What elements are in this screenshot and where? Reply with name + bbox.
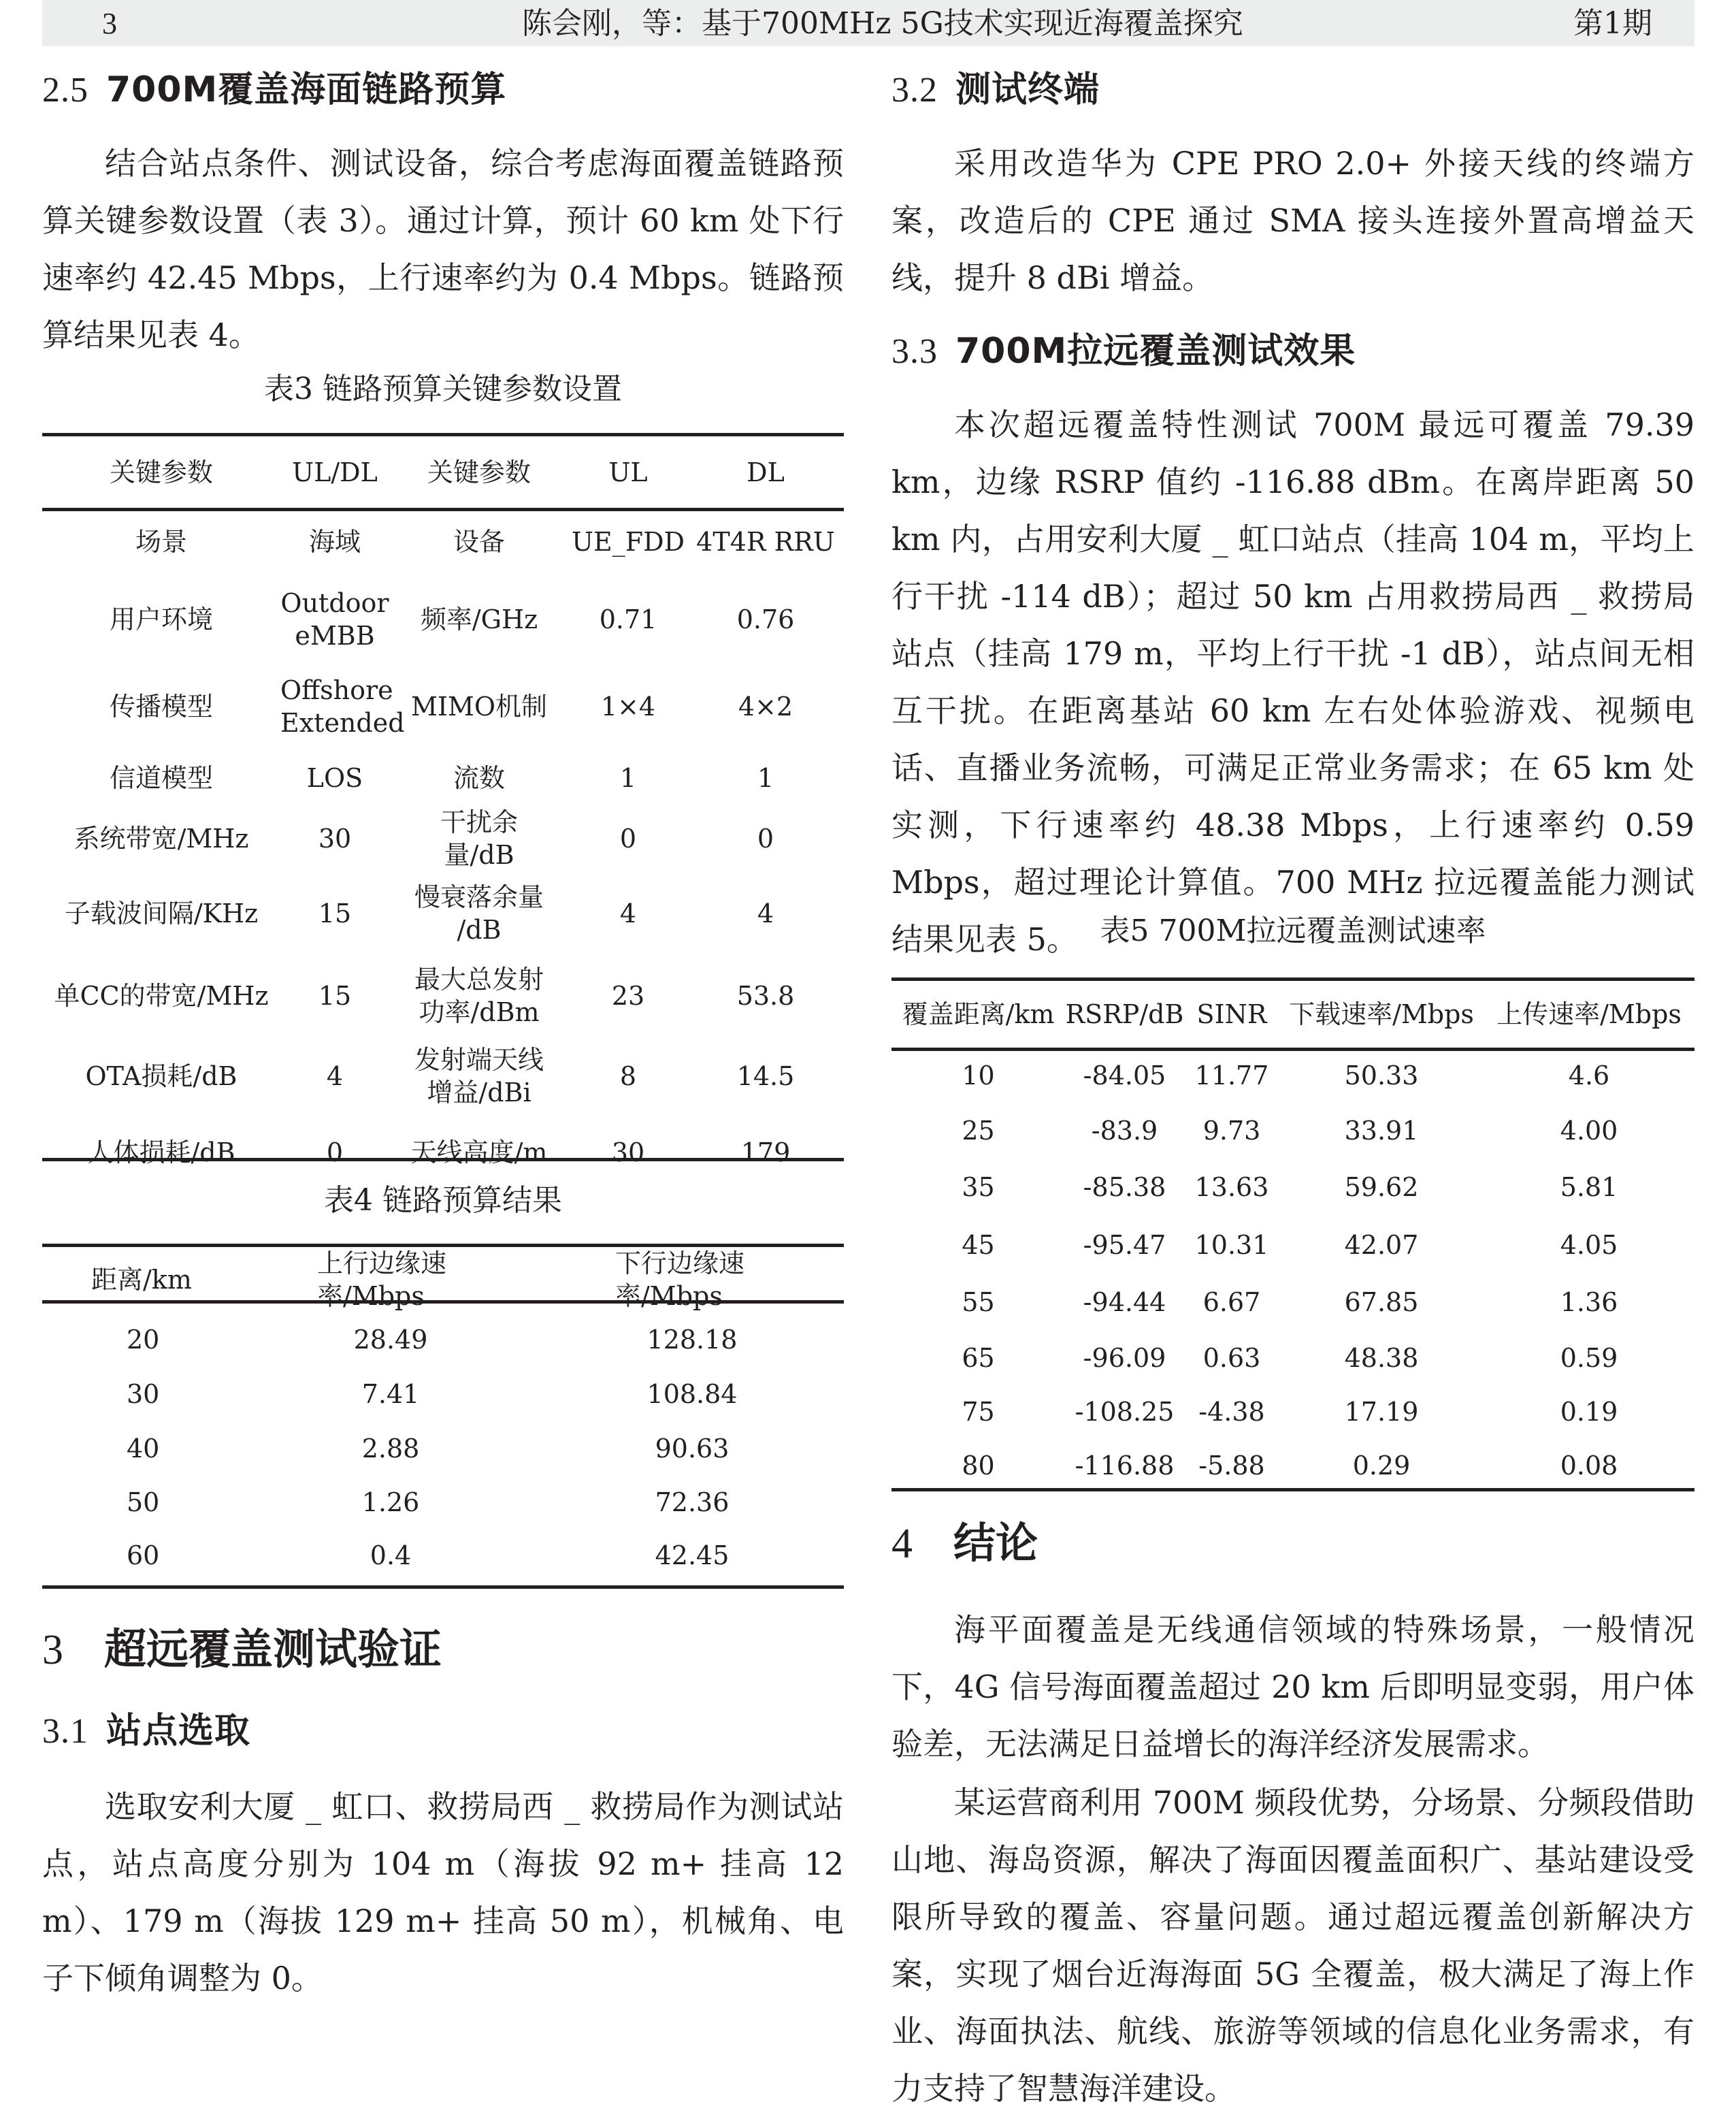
table-cell: 67.85	[1344, 1287, 1419, 1317]
table-cell: 单CC的带宽/MHz	[54, 981, 269, 1011]
table-header-row	[891, 981, 1694, 1048]
table-cell: 6.67	[1202, 1287, 1261, 1317]
table-row	[891, 1331, 1694, 1385]
table-cell: 系统带宽/MHz	[73, 824, 249, 854]
table-cell: 0.59	[1560, 1343, 1618, 1373]
column-header: 关键参数	[427, 457, 531, 487]
table-cell: 30	[611, 1137, 645, 1167]
table-cell: 4T4R RRU	[696, 527, 835, 557]
running-header	[42, 0, 1694, 46]
table-cell: UE_FDD	[571, 527, 685, 557]
column-header: 关键参数	[109, 457, 213, 487]
table-cell: 1.36	[1560, 1287, 1618, 1317]
table-cell: 50.33	[1344, 1061, 1419, 1090]
table-cell: 28.49	[353, 1324, 428, 1355]
table-cell: 4	[619, 899, 637, 928]
table-cell: 0.29	[1352, 1451, 1411, 1481]
table-cell: 30	[127, 1379, 160, 1409]
section-title: 超远覆盖测试验证	[104, 1624, 442, 1674]
table-cell: 50	[127, 1487, 160, 1517]
table-cell: -85.38	[1083, 1172, 1166, 1202]
table-cell: 频率/GHz	[420, 604, 538, 634]
paragraph-3-2	[891, 135, 1694, 306]
column-header: 下行边缘速率/Mbps	[615, 1248, 745, 1311]
table-cell: MIMO机制	[411, 692, 547, 722]
table-cell: 7.41	[361, 1379, 420, 1409]
table-row	[891, 1438, 1694, 1493]
table-row	[42, 750, 844, 806]
section-heading-2-5	[42, 69, 506, 111]
section-number: 3	[42, 1627, 63, 1673]
table-cell: Offshore Extended	[280, 675, 405, 738]
column-header: UL	[608, 457, 648, 487]
table-cell: 0	[757, 824, 774, 854]
table-cell: 33.91	[1344, 1116, 1419, 1146]
table-cell: 设备	[453, 527, 505, 557]
paragraph-text: 海平面覆盖是无线通信领域的特殊场景，一般情况下，4G 信号海面覆盖超过 20 km 后即明显变弱，用户体验差，无法满足日益增长的海洋经济发展需求。	[891, 1611, 1694, 1762]
table-row	[42, 871, 844, 956]
table-header-row	[42, 1247, 844, 1312]
paragraph-text: 结合站点条件、测试设备，综合考虑海面覆盖链路预算关键参数设置（表 3）。通过计算，预计 60 km 处下行速率约 42.45 Mbps，上行速率约为 0.4 Mbps。链路预算结果见表 4。	[42, 145, 844, 353]
section-number: 4	[891, 1521, 913, 1567]
section-heading-4	[891, 1519, 1038, 1568]
column-header: 上行边缘速率/Mbps	[317, 1248, 447, 1311]
table-cell: 55	[962, 1287, 995, 1317]
table-cell: -96.09	[1083, 1343, 1166, 1373]
table-cell: 慢衰落余量 /dB	[414, 882, 544, 945]
table-cell: 天线高度/m	[410, 1137, 548, 1167]
table-cell: 15	[318, 981, 352, 1011]
table-cell: 17.19	[1344, 1397, 1419, 1427]
table-cell: 场景	[135, 527, 187, 557]
table-cell: 30	[318, 824, 352, 854]
table-cell: 80	[962, 1451, 995, 1481]
table-row	[42, 956, 844, 1036]
table-cell: 179	[740, 1137, 791, 1167]
table-cell: 4	[326, 1061, 344, 1091]
table-cell: 10	[962, 1061, 995, 1090]
table3-caption: 表3 链路预算关键参数设置	[264, 372, 622, 406]
section-title: 测试终端	[955, 69, 1100, 110]
table-cell: 信道模型	[109, 763, 213, 793]
table-cell: 5.81	[1560, 1172, 1618, 1202]
table-row	[891, 1274, 1694, 1331]
table-cell: -84.05	[1083, 1061, 1166, 1090]
table-row	[42, 1036, 844, 1116]
table-cell: -116.88	[1075, 1451, 1175, 1481]
column-header: DL	[747, 457, 785, 487]
table-row	[891, 1216, 1694, 1274]
table-cell: 用户环境	[109, 604, 213, 634]
table-cell: 4.6	[1568, 1061, 1610, 1090]
table-row	[42, 1366, 844, 1422]
table-row	[891, 1048, 1694, 1103]
table-cell: 4	[757, 899, 774, 928]
section-heading-3-3	[891, 331, 1356, 372]
table-row	[42, 806, 844, 871]
page-number: 3	[102, 7, 117, 40]
table-cell: 45	[962, 1230, 995, 1260]
table-row	[42, 1312, 844, 1366]
table-cell: 1	[757, 763, 774, 793]
paragraph-text: 某运营商利用 700M 频段优势，分场景、分频段借助山地、海岛资源，解决了海面因覆盖面积广、基站建设受限所导致的覆盖、容量问题。通过超远覆盖创新解决方案，实现了烟台近海海面 5G 全覆盖，极大满足了海上作业、海面执法、航线、旅游等领域的信息化业务需求，有力支持了智慧海洋建设。	[891, 1784, 1694, 2107]
paragraph-2-5	[42, 135, 844, 363]
table-cell: 1.26	[361, 1487, 420, 1517]
section-title: 结论	[953, 1518, 1038, 1568]
table4-link-budget-results	[42, 1247, 844, 1582]
table5-caption: 表5 700M拉远覆盖测试速率	[1100, 914, 1486, 948]
column-header: 下载速率/Mbps	[1289, 999, 1474, 1029]
table-cell: -5.88	[1198, 1451, 1265, 1481]
table-cell: 53.8	[736, 981, 795, 1011]
table-cell: 流数	[453, 763, 505, 793]
table-cell: -83.9	[1091, 1116, 1158, 1146]
table-cell: 0.76	[736, 604, 795, 634]
table-cell: 10.31	[1194, 1230, 1269, 1260]
table-cell: 发射端天线 增益/dBi	[414, 1045, 544, 1108]
table-row	[42, 576, 844, 663]
running-title: 陈会刚，等：基于700MHz 5G技术实现近海覆盖探究	[522, 6, 1243, 41]
table-cell: 4.05	[1560, 1230, 1618, 1260]
table-cell: 48.38	[1344, 1343, 1419, 1373]
table-row	[42, 508, 844, 576]
paragraph-3-1	[42, 1778, 844, 2007]
section-title: 700M拉远覆盖测试效果	[955, 331, 1356, 372]
table-cell: 传播模型	[109, 692, 213, 722]
section-number: 3.1	[42, 1712, 88, 1751]
table-cell: 4.00	[1560, 1116, 1618, 1146]
column-header: 上传速率/Mbps	[1496, 999, 1682, 1029]
table-cell: 72.36	[655, 1487, 730, 1517]
column-header: SINR	[1196, 999, 1267, 1029]
column-header: UL/DL	[292, 457, 378, 487]
table-row	[42, 663, 844, 750]
table-cell: 海域	[308, 527, 361, 557]
section-heading-3-1	[42, 1711, 250, 1752]
table-cell: 40	[127, 1434, 160, 1464]
section-heading-3-2	[891, 69, 1100, 111]
table-cell: LOS	[306, 763, 363, 793]
table-cell: 2.88	[361, 1434, 420, 1464]
column-header: RSRP/dB	[1065, 999, 1184, 1029]
table-cell: 20	[127, 1324, 160, 1355]
paragraph-text: 采用改造华为 CPE PRO 2.0+ 外接天线的终端方案，改造后的 CPE 通过 SMA 接头连接外置高增益天线，提升 8 dBi 增益。	[891, 145, 1694, 296]
table-cell: 14.5	[736, 1061, 795, 1091]
table-cell: 1×4	[600, 692, 656, 722]
table5-coverage-test-rates	[891, 981, 1694, 1493]
table-cell: 42.07	[1344, 1230, 1419, 1260]
table-cell: -95.47	[1083, 1230, 1166, 1260]
table-cell: 0.19	[1560, 1397, 1618, 1427]
table-cell: 9.73	[1202, 1116, 1261, 1146]
table-cell: 128.18	[646, 1324, 738, 1355]
table-cell: 75	[962, 1397, 995, 1427]
table-cell: -4.38	[1198, 1397, 1265, 1427]
paragraph-text: 本次超远覆盖特性测试 700M 最远可覆盖 79.39 km，边缘 RSRP 值约 -116.88 dBm。在离岸距离 50 km 内，占用安利大厦 _ 虹口站点（挂高 104 m，平均上行干扰 -114 dB）；超过 50 km 占用救捞局西 _ 救捞局站点（挂高 179 m，平均上行干扰 -1 dB），站点间无相互干扰。在距离基站 60 km 左右处体验游戏、视频电话、直播业务流畅，可满足正常业务需求；在 65 km 处实测，下行速率约 48.38 Mbps，上行速率约 0.59 Mbps，超过理论计算值。700 MHz 拉远覆盖能力测试结果见表 5。	[891, 406, 1694, 958]
table-cell: 0	[326, 1137, 344, 1167]
table-cell: OTA损耗/dB	[85, 1061, 238, 1091]
table-cell: 最大总发射 功率/dBm	[414, 965, 544, 1027]
table-cell: 子载波间隔/KHz	[64, 899, 259, 928]
table-cell: 65	[962, 1343, 995, 1373]
column-header: 覆盖距离/km	[902, 999, 1055, 1029]
table-cell: 15	[318, 899, 352, 928]
table-header-row	[42, 436, 844, 508]
table-row	[891, 1103, 1694, 1158]
section-number: 2.5	[42, 71, 88, 110]
table-row	[42, 1116, 844, 1189]
table-cell: 90.63	[655, 1434, 730, 1464]
table-cell: 60	[127, 1540, 160, 1570]
paragraph-4-1	[891, 1601, 1694, 1773]
table-cell: 108.84	[646, 1379, 738, 1409]
section-title: 站点选取	[106, 1711, 251, 1751]
table-row	[42, 1475, 844, 1529]
section-number: 3.2	[891, 71, 938, 110]
table-cell: Outdoor eMBB	[280, 588, 389, 651]
issue-label: 第1期	[1573, 6, 1652, 41]
table-cell: 59.62	[1344, 1172, 1419, 1202]
section-title: 700M覆盖海面链路预算	[106, 69, 507, 110]
table-cell: 8	[619, 1061, 637, 1091]
table-row	[42, 1529, 844, 1582]
section-heading-3	[42, 1626, 442, 1674]
column-header: 距离/km	[91, 1265, 192, 1295]
table-cell: 11.77	[1194, 1061, 1269, 1090]
table-cell: -94.44	[1083, 1287, 1166, 1317]
paragraph-3-3	[891, 396, 1694, 968]
paragraph-4-2	[891, 1774, 1694, 2117]
table-cell: 干扰余量/dB	[440, 807, 518, 870]
table-cell: 42.45	[655, 1540, 730, 1570]
table-cell: 1	[619, 763, 637, 793]
table-cell: 13.63	[1194, 1172, 1269, 1202]
table-cell: -108.25	[1075, 1397, 1175, 1427]
table-cell: 4×2	[738, 692, 793, 722]
table4-bottom-rule	[42, 1585, 844, 1589]
section-number: 3.3	[891, 332, 938, 371]
table-cell: 35	[962, 1172, 995, 1202]
table-row	[891, 1385, 1694, 1438]
table-cell: 0	[619, 824, 637, 854]
table4-caption: 表4 链路预算结果	[324, 1183, 562, 1218]
table-cell: 0.4	[370, 1540, 412, 1570]
table-cell: 人体损耗/dB	[87, 1137, 235, 1167]
table-row	[42, 1422, 844, 1475]
table-cell: 25	[962, 1116, 995, 1146]
table-cell: 0.63	[1202, 1343, 1261, 1373]
table-cell: 0.08	[1560, 1451, 1618, 1481]
table-cell: 0.71	[599, 604, 657, 634]
table-cell: 23	[611, 981, 645, 1011]
paragraph-text: 选取安利大厦 _ 虹口、救捞局西 _ 救捞局作为测试站点，站点高度分别为 104 m（海拔 92 m+ 挂高 12 m）、179 m（海拔 129 m+ 挂高 50 m），机械角、电子下倾角调整为 0。	[42, 1788, 844, 1997]
table3-link-budget-params	[42, 436, 844, 1189]
table-row	[891, 1158, 1694, 1216]
